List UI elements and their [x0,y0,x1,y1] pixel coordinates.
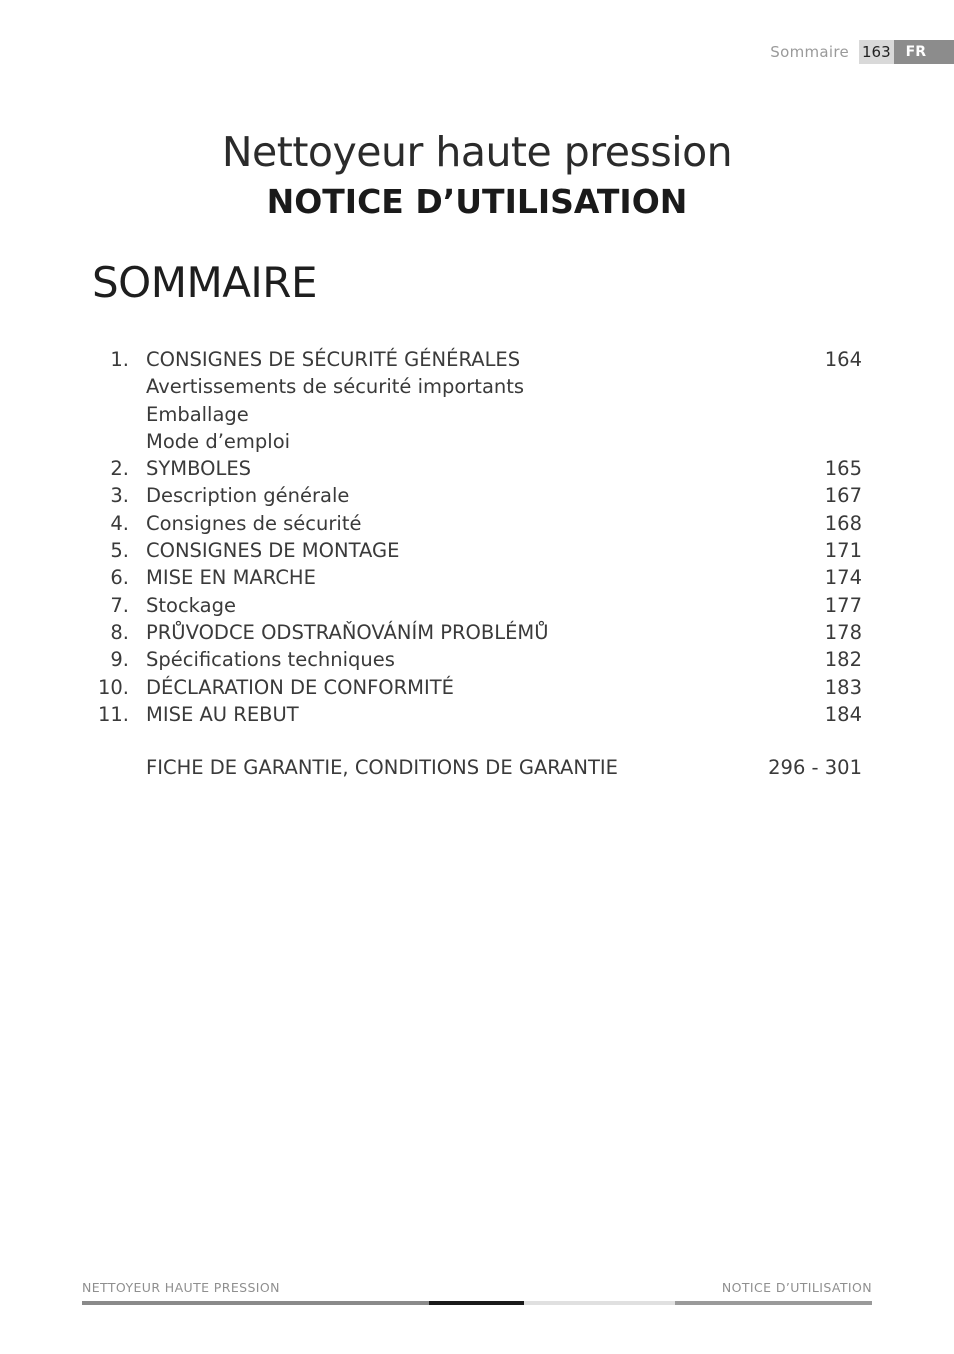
toc-subentry[interactable] [92,428,862,455]
toc-entry[interactable] [92,455,862,482]
toc-entry-number: 7. [110,593,129,617]
toc-entry-page: 183 [824,675,862,699]
toc-entry-number: 1. [110,348,129,371]
toc-entry-number: 9. [110,648,129,672]
toc-entry-page: 164 [824,348,862,371]
toc-entry-number: 10. [97,675,129,699]
header-page-number: 163 [859,40,894,64]
toc-entry-label: MISE AU REBUT [146,702,299,726]
table-of-contents [92,346,862,728]
toc-entry-label: CONSIGNES DE MONTAGE [146,539,400,563]
toc-entry-label: Stockage [146,593,236,617]
warranty-label: FICHE DE GARANTIE, CONDITIONS DE GARANTIE [146,756,618,779]
toc-entry-page: 171 [824,539,862,563]
toc-entry-page: 165 [824,457,862,481]
toc-entry[interactable] [92,482,862,509]
toc-entry-label: Spécifications techniques [146,648,395,672]
toc-entry-page: 178 [824,620,862,644]
toc-entry-label: Mode d’emploi [146,429,291,453]
header-section-title: Sommaire [770,43,850,61]
toc-entry-label: DÉCLARATION DE CONFORMITÉ [146,675,454,699]
warranty-pages: 296 - 301 [768,756,862,779]
toc-entry-label: SYMBOLES [146,457,252,481]
toc-entry-page: 182 [824,648,862,672]
footer-product-name: NETTOYEUR HAUTE PRESSION [82,1280,280,1295]
footer-divider [82,1301,872,1305]
toc-entry-number: 5. [110,539,129,563]
toc-entry-label: MISE EN MARCHE [146,566,316,590]
toc-subentry[interactable] [92,373,862,400]
toc-entry-label: Avertissements de sécurité importants [146,375,525,399]
toc-entry-label: Emballage [146,402,249,426]
footer-document-name: NOTICE D’UTILISATION [721,1280,872,1295]
footer-divider-segment [82,1301,429,1305]
header-language-badge: FR [894,40,954,64]
toc-entry-number: 2. [110,457,129,481]
toc-subentry[interactable] [92,401,862,428]
toc-entry-number: 11. [97,702,129,726]
toc-entry[interactable] [92,701,862,728]
document-subtitle: NOTICE D’UTILISATION [266,182,688,221]
footer-divider-segment [524,1301,675,1305]
toc-entry-page: 174 [824,566,862,590]
footer-divider-segment [429,1301,524,1305]
toc-entry-number: 4. [110,511,129,535]
toc-entry[interactable] [92,510,862,537]
toc-heading: SOMMAIRE [92,258,318,307]
toc-entry-page: 184 [824,702,862,726]
toc-entry-label: CONSIGNES DE SÉCURITÉ GÉNÉRALES [146,348,521,371]
toc-entry[interactable] [92,674,862,701]
toc-entry-page: 167 [824,484,862,508]
toc-entry-page: 177 [824,593,862,617]
toc-entry-number: 8. [110,620,129,644]
toc-entry[interactable] [92,646,862,673]
toc-entry[interactable] [92,346,862,373]
toc-entry[interactable] [92,619,862,646]
footer-divider-segment [675,1301,872,1305]
toc-entry[interactable] [92,592,862,619]
page-header [770,40,954,64]
toc-entry-warranty[interactable] [92,754,862,782]
toc-entry[interactable] [92,564,862,591]
toc-entry-label: Description générale [146,484,350,508]
toc-entry-number: 6. [110,566,129,590]
toc-entry-label: PRŮVODCE ODSTRAŇOVÁNÍM PROBLÉMŮ [146,620,549,644]
toc-entry-page: 168 [824,511,862,535]
toc-entry-number: 3. [110,484,129,508]
document-title: Nettoyeur haute pression [221,128,733,176]
toc-entry-label: Consignes de sécurité [146,511,362,535]
toc-entry[interactable] [92,537,862,564]
